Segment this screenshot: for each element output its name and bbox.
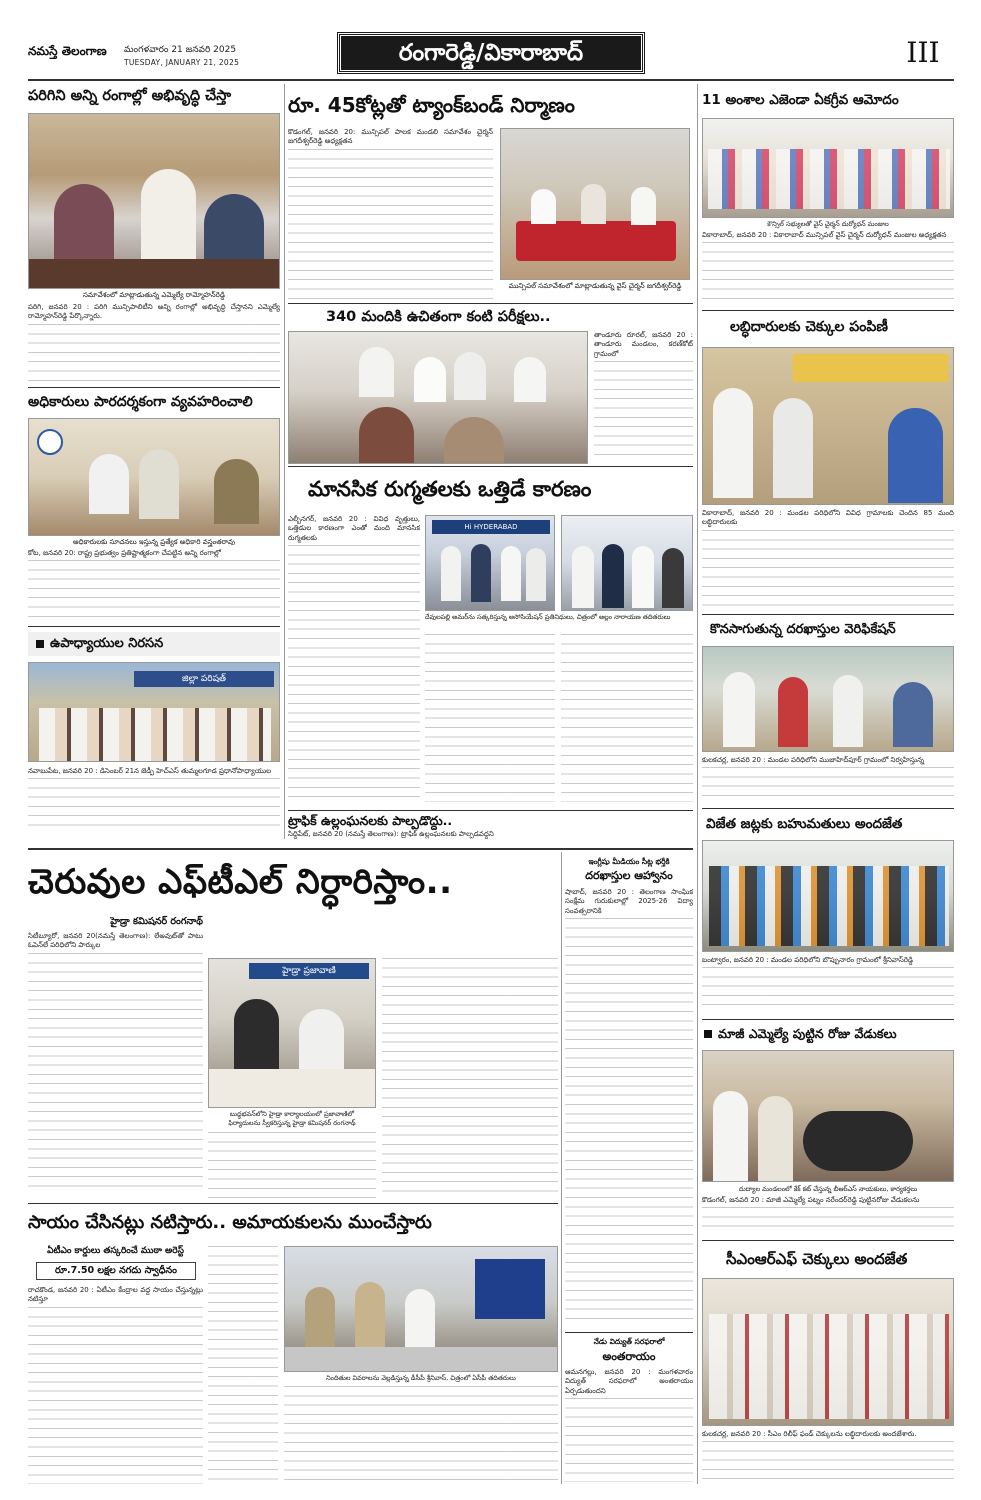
article-body-col1 [288,515,420,805]
photo-caption: సమావేశంలో మాట్లాడుతున్న ఎమ్మెల్యే రామ్మోహన్‌రెడ్డి [83,291,225,299]
section-rule [28,848,693,850]
date-english: TUESDAY, JANUARY 21, 2025 [124,58,240,67]
page-number: III [906,36,940,69]
article-body-col3 [284,1386,558,1484]
section-rule [702,1240,954,1241]
section-rule [288,810,693,811]
headline-bar [28,632,280,656]
lead-text: కొడంగల్, జనవరి 20 : మాజీ ఎమ్మెల్యే పట్నం నరేందర్‌రెడ్డి పుట్టినరోజు వేడుకలను [702,1196,920,1204]
subhead: హైడ్రా కమిషనర్ రంగనాథ్ [110,916,203,927]
article-verification [702,618,954,806]
lead-text: కోట, జనవరి 20: రాష్ట్ర ప్రభుత్వం ప్రతిష్టాత్మకంగా చేపట్టిన అన్ని రంగాల్లో [28,549,221,557]
photo-sports [702,840,954,952]
lead-text: సిటీబ్యూరో, జనవరి 20(నమస్తే తెలంగాణ): లేఅవుట్‌తో పాటు ఓపెన్‌లే పరిధిలోని పార్కుల [28,932,203,950]
hydraa-banner: హైడ్రా ప్రజావాణి [249,963,369,979]
article-eye-tests [288,307,693,465]
bullet-icon [704,1030,712,1038]
article-body [702,1430,954,1490]
headline: లబ్ధిదారులకు చెక్కుల పంపిణీ [730,319,888,335]
headline: సీఎంఆర్‌ఎఫ్ చెక్కులు అందజేత [726,1250,908,1268]
headline: మాజీ ఎమ్మెల్యే పుట్టిన రోజు వేడుకలు [718,1026,897,1041]
article-parigi [28,86,280,386]
lead-text: పరిగి, జనవరి 20 : పరిగి మున్సిపాలిటీని అన్ని రంగాల్లో అభివృద్ధి చేస్తానని ఎమ్మెల్యే రామ్మోహన్‌రెడ్డి పేర్కొన్నారు. [28,303,280,321]
lead-text: సిద్దిపేట్, జనవరి 20 (నమస్తే తెలంగాణ): ట్రాఫిక్ ఉల్లంఘనలకు పాల్పడవద్దని [288,830,494,838]
section-rule [28,1203,558,1204]
section-rule [28,626,280,627]
masthead [0,0,981,82]
article-body-col1 [28,932,203,1200]
lead-text: కులకచర్ల, జనవరి 20 : సీఎం రిలీఫ్ ఫండ్ చెక్కులను లబ్ధిదారులకు అందజేశారు. [702,1430,917,1438]
lead-text: ఎల్బీనగర్, జనవరి 20 : వివిధ వృత్తులు, ఒత్తిడుల కారణంగా ఎంతో మంది మానసిక రుగ్మతలకు [288,515,420,542]
article-body [28,767,280,837]
article-body [288,128,493,300]
section-rule [288,466,693,467]
section-rule [702,1019,954,1020]
kicker: ఇంగ్లీషు మీడియం సీట్ల భర్తీకి [588,857,670,866]
photo-caption: కౌన్సిల్ సభ్యులతో వైస్ చైర్మన్ దుర్యోధన్ మంజుల [767,220,889,228]
photo-caption-1: బుద్ధభవన్‌లోని హైడ్రా కార్యాలయంలో ప్రజావాణిలో [229,1110,355,1118]
headline: విజేత జట్లకు బహుమతులు అందజేత [706,816,903,832]
column-divider [284,84,285,839]
headline: రూ. 45కోట్లతో ట్యాంక్‌బండ్ నిర్మాణం [288,93,575,117]
date-telugu: మంగళవారం 21 జనవరి 2025 [124,45,237,55]
article-body [28,549,280,623]
section-rule [565,1332,693,1333]
article-body [594,331,693,464]
lead-text: వికారాబాద్, జనవరి 20 : వికారాబాద్ మున్సిపల్ వైస్ చైర్మన్ దుర్యోధన్ మంజుల అధ్యక్షతన [702,231,947,239]
lead-text: తాండూరు రూరల్, జనవరి 20 : తాండూరు మండలం, కరణ్‌కోట్ గ్రామంలో [594,331,693,358]
photo-meeting [28,113,280,289]
lead-text: కులకచర్ల, జనవరి 20 : మండల పరిధిలోని ముజాహిద్‌పూర్ గ్రామంలో నిర్వహిస్తున్న [702,756,925,764]
edition-banner [338,33,644,73]
article-ftl [28,852,558,1200]
article-tankbund [288,86,693,302]
photo-police-press [284,1246,558,1372]
article-body [702,1196,954,1238]
section-rule [28,387,280,388]
photo-hydraa [208,958,376,1108]
paper-name: నమస్తే తెలంగాణ [28,44,107,58]
photo-caption: అధికారులకు సూచనలు ఇస్తున్న ప్రత్యేక అధికారి వస్త్రంతరావు [73,538,235,546]
headline: చెరువుల ఎఫ్‌టీఎల్ నిర్ధారిస్తాం.. [28,862,453,902]
article-officials [28,392,280,624]
lead-text: నవాబుపేట, జనవరి 20 : డిసెంబర్ 21న జెడ్పీ హెచ్‌ఎస్ తుమ్మలగూడ ప్రధానోపాధ్యాయుల [28,767,272,775]
column-divider [697,84,698,1484]
edition-title: రంగారెడ్డి/వికారాబాద్ [398,40,584,66]
article-body [702,956,954,1018]
article-body [702,756,954,806]
article-body-col2 [208,1246,278,1484]
article-body-col3 [561,634,693,806]
headline: ట్రాఫిక్ ఉల్లంఘనలకు పాల్పడొద్దు.. [288,813,453,828]
headline: అధికారులు పారదర్శకంగా వ్యవహరించాలి [28,394,253,410]
headline-bar [702,1022,954,1046]
photo-cheque-distribution [702,347,954,505]
photo-eye-camp [288,331,588,464]
headline: సాయం చేసినట్లు నటిస్తారు.. అమాయకులను ముంచేస్తారు [28,1212,432,1233]
headline: 340 మందికి ఉచితంగా కంటి పరీక్షలు.. [326,309,551,325]
article-teachers-protest [28,630,280,840]
section-rule [702,310,954,311]
column-divider [561,852,562,1484]
headline: 11 అంశాల ఎజెండా ఏకగ్రీవ ఆమోదం [702,92,899,108]
subhead-2: రూ.7.50 లక్షల నగదు స్వాధీనం [55,1265,177,1276]
photo-verification [702,646,954,752]
photo-caption: దుద్యాల మండలంలో కేక్ కట్ చేస్తున్న బీఆర్‌ఎస్ నాయకులు, కార్యకర్తలు [738,1185,918,1193]
subhead-1: ఏటీఎం కార్డులు తస్కరించే ముఠా అరెస్ట్ [47,1246,184,1256]
school-sign: జిల్లా పరిషత్ [134,671,274,687]
article-body-col3 [382,958,558,1200]
photo-caption-2: ఫిర్యాదులను స్వీకరిస్తున్న హైడ్రా కమిషనర్ రంగనాథ్ [228,1119,356,1127]
photo-dignitaries [561,515,693,611]
photo-caption: మున్సిపల్ సమావేశంలో మాట్లాడుతున్న వైస్‌ చైర్మన్ జగదీశ్వర్‌రెడ్డి [508,282,682,290]
section-rule [702,808,954,809]
lead-text: వికారాబాద్, జనవరి 20 : మండల పరిధిలోని వివిధ గ్రామాలకు చెందిన 85 మంది లబ్ధిదారులకు [702,509,954,527]
article-atm-gang [28,1206,558,1486]
article-cheques [702,313,954,613]
article-cmrf [702,1244,954,1490]
article-body [565,888,693,1328]
lead-text-2: ఆమనగల్లు, జనవరి 20 : మంగళవారం విద్యుత్ సరఫరాలో అంతరాయం ఏర్పడుతుందని [565,1368,693,1395]
lead-text: కొడంగల్, జనవరి 20: మున్సిపల్ పాలక మండలి సమావేశం చైర్మన్ జగదీశ్వర్‌రెడ్డి అధ్యక్షతన [288,128,493,146]
subhead-2-box [36,1262,196,1280]
article-body-2 [565,1368,693,1486]
article-birthday [702,1022,954,1238]
article-sports-prizes [702,812,954,1018]
photo-officials [28,418,280,536]
article-body [702,509,954,613]
photo-council-group [702,118,954,218]
kicker-2: నేడు విద్యుత్ సరఫరాలో [593,1337,665,1346]
section-rule [702,614,954,615]
article-body-col2 [208,1132,376,1200]
photo-caption: నిందితుల వివరాలను వెల్లడిస్తున్న డీసీపీ శ్రీనివాస్, చిత్రంలో ఏసీపీ తదితరులు [326,1374,516,1382]
article-body [28,303,280,383]
article-agenda [702,86,954,309]
lead-text: రాచకొండ, జనవరి 20 : ఏటీఎం కేంద్రాల వద్ద సాయం చేస్తున్నట్లు నటిస్తూ [28,1286,203,1304]
photo-caption: దేవులపల్లి అమర్‌ను సత్కరిస్తున్న అసోసియేషన్ ప్రతినిధులు, చిత్రంలో అల్లం నారాయణ తదితరులు [425,613,671,621]
article-traffic [288,813,693,847]
headline: పరిగిని అన్ని రంగాల్లో అభివృద్ధి చేస్తా [28,88,232,104]
event-banner: Hi HYDERABAD [432,520,550,534]
article-body-col2 [425,634,555,806]
lead-text: బంట్వారం, జనవరి 20 : మండల పరిధిలోని బొప్పునారం గ్రామంలో శ్రీనివాస్‌రెడ్డి [702,956,914,964]
lead-text: షాబాద్, జనవరి 20 : తెలంగాణ సాంఘిక సంక్షేమ గురుకులాల్లో 2025-26 విద్యా సంవత్సరానికి [565,888,693,915]
bullet-icon [36,640,44,648]
article-body [702,231,954,307]
article-body-col1 [28,1286,203,1484]
photo-council [500,128,690,280]
headline: దరఖాస్తుల ఆహ్వానం [585,869,673,882]
headline: ఉపాధ్యాయుల నిరసన [50,636,164,651]
article-mental-health [288,469,693,809]
article-admissions [565,856,693,1486]
photo-cmrf [702,1278,954,1426]
headline-2: అంతరాయం [602,1350,656,1363]
section-rule [288,303,693,304]
photo-birthday [702,1050,954,1182]
photo-protest [28,662,280,762]
headline: కొనసాగుతున్న దరఖాస్తుల వెరిఫికేషన్ [710,622,896,637]
photo-felicitation [425,515,555,611]
headline: మానసిక రుగ్మతలకు ఒత్తిడే కారణం [308,477,592,501]
masthead-rule [28,79,954,81]
